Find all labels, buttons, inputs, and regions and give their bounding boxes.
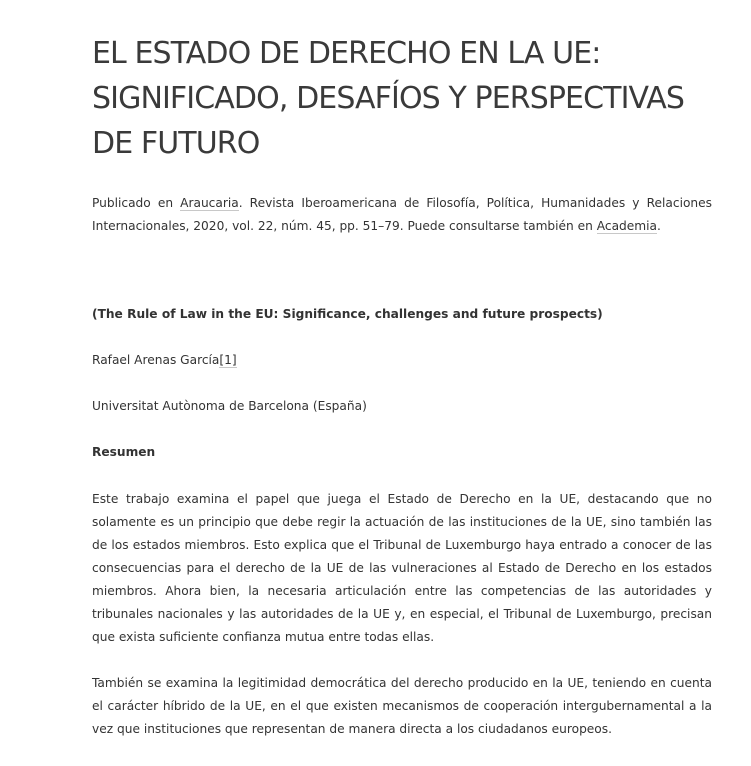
article bbox=[92, 0, 712, 741]
page-title bbox=[92, 0, 712, 166]
abstract-paragraph: Este trabajo examina el papel que juega el Estado de Derecho en la UE, destacando que no solamente es un principio que debe regir la actuación de las instituciones de la UE, sino también las de los estados miembros. Esto explica que el Tribunal de Luxemburgo haya entrado a conocer de las consecuencias para el derecho de la UE de las vulneraciones al Estado de Derecho en los estados miembros. Ahora bien, la necesaria articulación entre las competencias de las autoridades y tribunales nacionales y las autoridades de la UE y, en especial, el Tribunal de Luxemburgo, precisan que exista suficiente confianza mutua entre todas ellas. bbox=[92, 492, 712, 644]
publication-note bbox=[92, 192, 712, 238]
publication-suffix: . bbox=[657, 219, 661, 233]
english-title: (The Rule of Law in the EU: Significance, challenges and future prospects) bbox=[92, 307, 603, 321]
affiliation: Universitat Autònoma de Barcelona (España) bbox=[92, 399, 367, 413]
title-line: EL ESTADO DE DERECHO EN LA UE: bbox=[92, 36, 601, 71]
publication-prefix: Publicado en bbox=[92, 196, 181, 210]
araucaria-link[interactable]: Araucaria bbox=[180, 196, 239, 210]
abstract-heading: Resumen bbox=[92, 445, 156, 459]
author-name: Rafael Arenas García bbox=[92, 353, 220, 367]
author-line bbox=[92, 349, 712, 372]
publication-details: . Revista Iberoamericana de Filosofía, Política, Humanidades y Relaciones Internacionales, 2020, vol. 22, núm. 45, pp. 51–79. Puede consultarse también en bbox=[92, 196, 712, 233]
title-line: DE FUTURO bbox=[92, 126, 260, 161]
title-line: SIGNIFICADO, DESAFÍOS Y PERSPECTIVAS bbox=[92, 81, 684, 116]
footnote-link[interactable]: [1] bbox=[219, 353, 237, 367]
academia-link[interactable]: Academia bbox=[596, 219, 658, 233]
abstract-paragraph: También se examina la legitimidad democrática del derecho producido en la UE, teniendo en cuenta el carácter híbrido de la UE, en el que existen mecanismos de cooperación intergubernamental a la vez que instituciones que representan de manera directa a los ciudadanos europeos. bbox=[92, 676, 712, 736]
